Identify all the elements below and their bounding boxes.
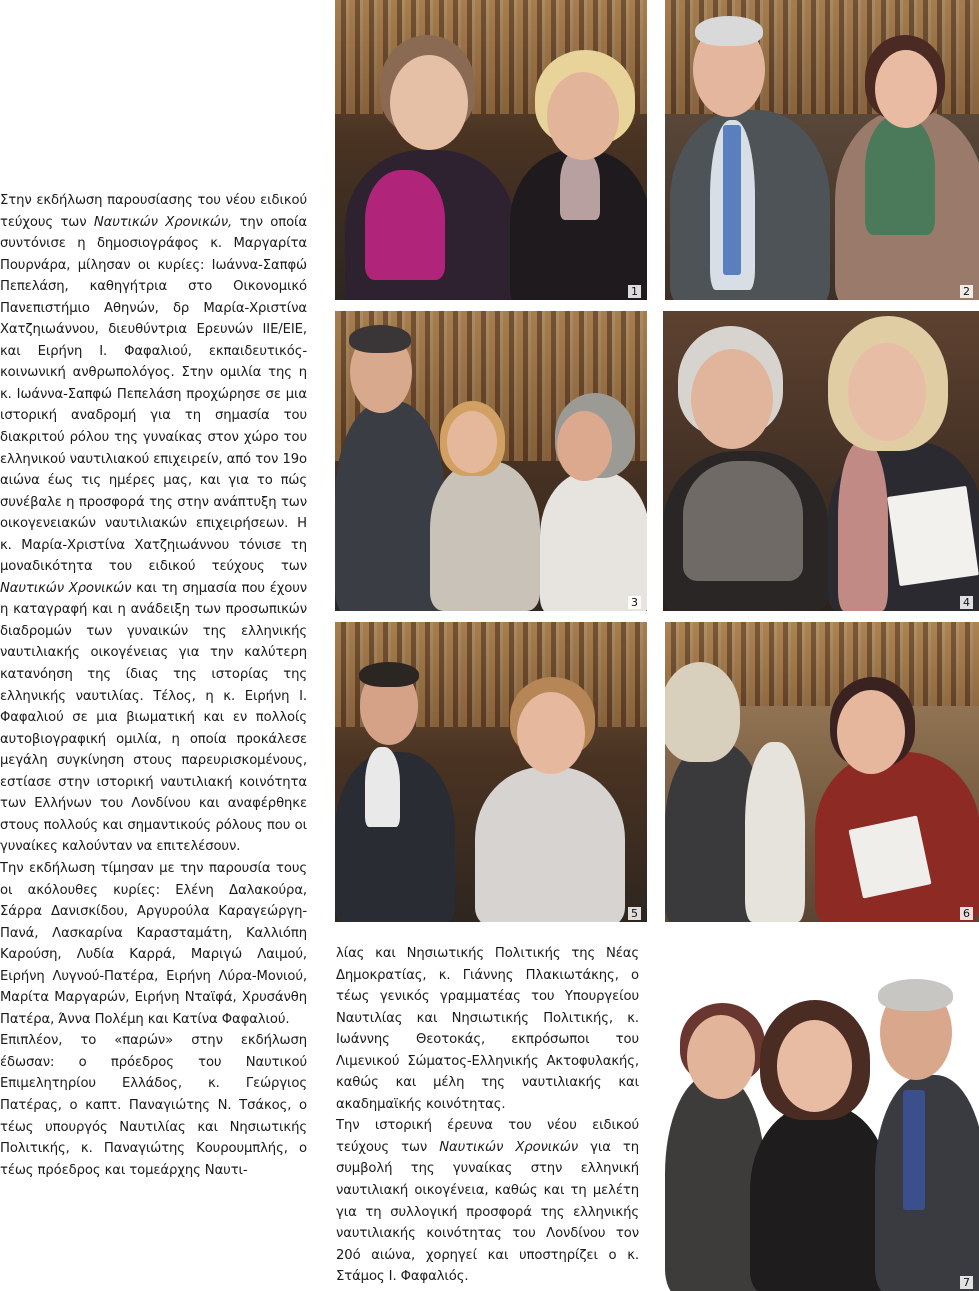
guest-figure: [560, 150, 600, 220]
guest-figure: [335, 401, 445, 611]
guest-face: [557, 411, 612, 481]
guest-face: [447, 411, 497, 473]
photo-5: [335, 622, 647, 922]
article-paragraph: Την εκδήλωση τίμησαν με την παρουσία τους οι ακόλουθες κυρίες: Ελένη Δαλακούρα, Σάρρα Δανισκίδου, Αργυρούλα Καραγεώργη-Πανά, Λασκαρίνα Καρασταμάτη, Καλλιόπη Καρούση, Λυδία Καρρά, Μαριγώ Λαιμού, Ειρήνη Λυγνού-Πατέρα, Ειρήνη Λύρα-Μονιού, Μαρίτα Μαργαρών, Ειρήνη Νταϊφά, Χρυσάνθη Πατέρα, Άννα Πολέμη και Κατίνα Φαφαλιού.: [0, 860, 307, 1027]
photo-number: 4: [960, 596, 973, 609]
photo-number: 7: [960, 1276, 973, 1289]
photo-2: [665, 0, 979, 300]
guest-hair: [695, 16, 763, 46]
guest-figure: [875, 1075, 979, 1291]
brochure: [848, 815, 931, 898]
scarf: [865, 115, 935, 235]
article-paragraph: λίας και Νησιωτικής Πολιτικής της Νέας Δημοκρατίας, κ. Γιάννης Πλακιωτάκης, ο τέως γενικός γραμματέας του Υπουργείου Ναυτιλίας και Νησιωτικής Πολιτικής, κ. Ιωάννης Θεοτοκάς, εκπρόσωποι του Λιμενικού Σώματος-Ελληνικής Ακτοφυλακής, καθώς και μέλη της ναυτιλιακής και ακαδημαϊκής κοινότητας.: [336, 946, 639, 1112]
article-paragraph: Την ιστορική έρευνα του νέου ειδικού τεύχους των Ναυτικών Χρονικών για τη συμβολή της γυναίκας στην ελληνική ναυτιλιακή οικογένεια, καθώς και τη μελέτη για τη συλλογική προσφορά της ελληνικής ναυτιλιακής κοινότητας του Λονδίνου τον 20ό αιώνα, χορηγεί και υποστηρίζει ο κ. Στάμος Ι. Φαφαλιός.: [336, 1118, 639, 1285]
photo-number: 1: [628, 285, 641, 298]
guest-hair: [665, 662, 740, 762]
photo-1: [335, 0, 647, 300]
guest-figure: [745, 742, 805, 922]
guest-face: [687, 1015, 755, 1099]
italic-publication-title: Ναυτικών Χρονικών: [439, 1139, 579, 1155]
brochure: [887, 486, 979, 586]
photo-number: 6: [960, 907, 973, 920]
guest-hair: [878, 979, 953, 1011]
guest-figure: [365, 170, 445, 280]
guest-face: [390, 55, 468, 150]
article-paragraph: Επιπλέον, το «παρών» στην εκδήλωση έδωσαν: ο πρόεδρος του Ναυτικού Επιμελητηρίου Ελλάδος, κ. Γεώργιος Πατέρας, ο καπτ. Παναγιώτης Ν. Τσάκος, ο τέως υπουργός Ναυτιλίας και Νησιωτικής Πολιτικής, κ. Παναγιώτης Κουρουμπλής, ο τέως πρόεδρος και τομεάρχης Ναυτι-: [0, 1033, 307, 1178]
photo-3: [335, 311, 647, 611]
guest-hair: [349, 325, 411, 353]
guest-face: [517, 692, 585, 774]
italic-publication-title: Ναυτικών Χρονικών: [0, 580, 132, 596]
guest-face: [875, 50, 937, 128]
photo-4: [663, 311, 979, 611]
article-paragraph: Στην εκδήλωση παρουσίασης του νέου ειδικού τεύχους των Ναυτικών Χρονικών, την οποία συντόνισε η δημοσιογράφος κ. Μαργαρίτα Πουρνάρα, μίλησαν οι κυρίες: Ιωάννα-Σαπφώ Πεπελάση, καθηγήτρια στο Οικονομικό Πανεπιστήμιο Αθηνών, δρ Μαρία-Χριστίνα Χατζηιωάννου, διευθύντρια Ερευνών ΙΙΕ/ΕΙΕ, και Ειρήνη Ι. Φαφαλιού, εκπαιδευτικός-κοινωνική ανθρωπολόγος. Στην ομιλία της η κ. Ιωάννα-Σαπφώ Πεπελάση προχώρησε σε μια ιστορική αναδρομή για τη σημασία του διακριτού ρόλου της γυναίκας στον χώρο του ελληνικού ναυτιλιακού επιχειρείν, από τον 19ο αιώνα έως τις ημέρες μας, και για το πώς συνέβαλε η προσφορά της στην ανάπτυξη των οικογενειακών ναυτιλιακών επιχειρήσεων. Η κ. Μαρία-Χριστίνα Χατζηιωάννου τόνισε τη μοναδικότητα του ειδικού τεύχους των Ναυτικών Χρονικών και τη σημασία που έχουν η καταγραφή και η ανάδειξη των προσωπικών διαδρομών των γυναικών της ελληνικής ναυτιλιακής οικογένειας για την καλύτερη κατανόηση της ίδιας της ιστορίας της ελληνικής ναυτιλίας. Τέλος, η κ. Ειρήνη Ι. Φαφαλιού σε μια βιωματική και εν πολλοίς αυτοβιογραφική ομιλία, η οποία προκάλεσε μεγάλη συγκίνηση στους παρευρισκομένους, εστίασε στην ιστορική ναυτιλιακή κοινότητα των Ελλήνων του Λονδίνου και αναφέρθηκε στους πολλούς και σημαντικούς ρόλους που οι γυναίκες καλούνταν να επιτελέσουν.: [0, 193, 308, 855]
guest-face: [848, 343, 926, 441]
guest-face: [547, 72, 619, 160]
guest-figure: [430, 461, 540, 611]
photo-number: 2: [960, 285, 973, 298]
guest-face: [691, 349, 773, 449]
photo-7: [665, 975, 979, 1291]
photo-number: 5: [628, 907, 641, 920]
italic-publication-title: Ναυτικών Χρονικών,: [93, 214, 233, 230]
scarf: [838, 441, 888, 611]
necktie: [723, 125, 741, 275]
guest-face: [777, 1020, 852, 1112]
photo-number: 3: [628, 596, 641, 609]
scarf: [683, 461, 803, 581]
guest-figure: [365, 747, 400, 827]
guest-face: [837, 690, 905, 774]
guest-figure: [540, 471, 647, 611]
article-column-right: [336, 943, 639, 1288]
guest-hair: [359, 662, 419, 687]
article-column-left: [0, 190, 307, 1181]
guest-figure: [475, 767, 625, 922]
necktie: [903, 1090, 925, 1210]
guest-figure: [750, 1105, 890, 1291]
photo-6: [665, 622, 979, 922]
